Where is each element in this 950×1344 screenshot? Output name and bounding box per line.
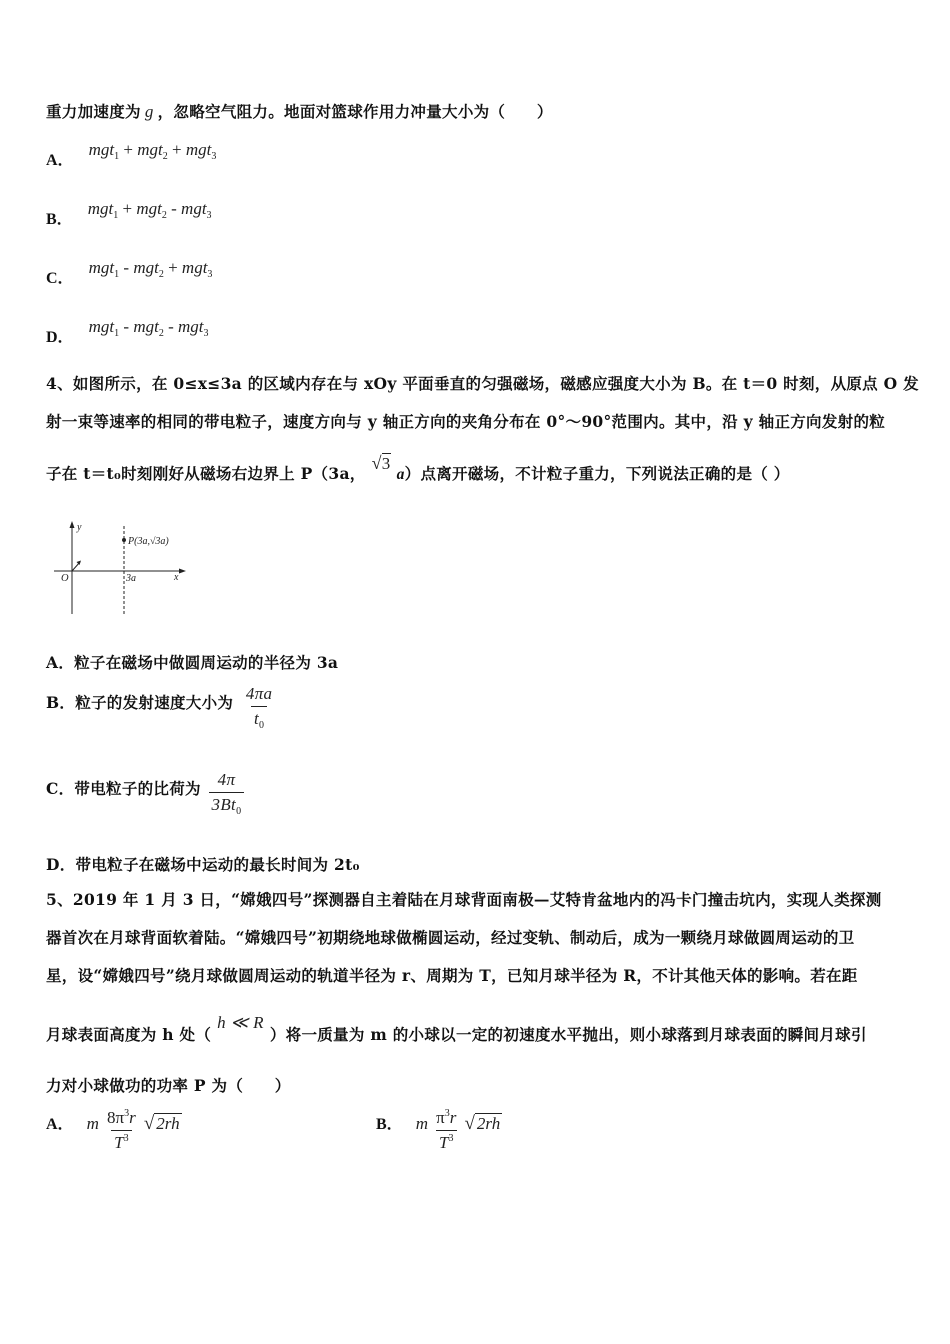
y-label: y [77, 522, 82, 533]
point-p-label: P(3a,√3a) [128, 536, 169, 547]
q5-option-a[interactable] [46, 1108, 182, 1153]
q5-stem-line4 [46, 1013, 867, 1045]
q3-option-c-label: C． [46, 270, 74, 287]
q5-option-a-label: A． [46, 1116, 74, 1133]
q4-option-d[interactable]: D．带电粒子在磁场中运动的最长时间为 2t₀ [46, 855, 360, 874]
q4-figure [50, 518, 200, 616]
q4-stem-line3-pre: 子在 t＝t₀时刻刚好从磁场右边界上 P（3a， [46, 464, 366, 483]
q5-stem-line1: 5、2019 年 1 月 3 日，“嫦娥四号”探测器自主着陆在月球背面南极—艾特肯盆地内的冯卡门撞击坑内，实现人类探测 [46, 890, 882, 909]
q5-option-b-fraction: $\frac{\pi^3r}{T^3}$ [436, 1108, 457, 1152]
x-axis-arrow [179, 569, 186, 574]
q5-option-b-label: B． [376, 1116, 403, 1133]
q4-stem-line3 [46, 453, 790, 484]
origin-label: O [61, 573, 69, 584]
q5-condition: h ≪ R [217, 1013, 264, 1032]
q3-option-b[interactable] [46, 196, 212, 228]
y-axis-arrow [70, 521, 75, 528]
q3-option-c-expr: mgt$_1$ - mgt$_2$ + mgt$_3$ [88, 258, 213, 280]
q5-stem-line5: 力对小球做功的功率 P 为（ ） [46, 1076, 291, 1095]
q5-stem-line2: 器首次在月球背面软着陆。“嫦娥四号”初期绕地球做椭圆运动，经过变轨、制动后，成为一颗绕月球做圆周运动的卫 [46, 928, 855, 947]
q4-option-c[interactable] [46, 770, 244, 817]
q5-option-a-fraction: $\frac{8\pi^3r}{T^3}$ [107, 1108, 136, 1152]
q4-option-c-text: C．带电粒子的比荷为 [46, 778, 201, 798]
q3-option-a-expr: mgt$_1$ + mgt$_2$ + mgt$_3$ [88, 140, 217, 162]
q5-option-b-m: m [415, 1114, 429, 1133]
q5-stem-line3: 星，设“嫦娥四号”绕月球做圆周运动的轨道半径为 r、周期为 T，已知月球半径为 R，不计其他天体的影响。若在距 [46, 966, 858, 985]
q4-stem-line1: 4、如图所示，在 0≤x≤3a 的区域内存在与 xOy 平面垂直的匀强磁场，磁感应强度大小为 B。在 t＝0 时刻，从原点 O 发 [46, 374, 919, 393]
q5-option-a-m: m [86, 1114, 99, 1133]
q5-option-a-root: √ 2rh [143, 1113, 180, 1134]
q4-stem-line2: 射一束等速率的相同的带电粒子，速度方向与 y 轴正方向的夹角分布在 0°～90°范围内。其中，沿 y 轴正方向发射的粒 [46, 412, 886, 431]
q3-stem [46, 100, 553, 122]
q5-option-b-root: √ 2rh [464, 1113, 501, 1134]
q4-stem-line3-a: a [396, 466, 405, 483]
q4-option-a[interactable]: A．粒子在磁场中做圆周运动的半径为 3a [46, 653, 339, 672]
q3-option-b-expr: mgt$_1$ + mgt$_2$ - mgt$_3$ [87, 199, 212, 221]
q3-option-d-expr: mgt$_1$ - mgt$_2$ - mgt$_3$ [88, 317, 209, 339]
q4-sqrt3: √3 [371, 453, 391, 473]
q4-option-b[interactable] [46, 684, 275, 731]
q3-option-b-label: B． [46, 211, 73, 228]
q3-stem-pre: 重力加速度为 [46, 102, 141, 121]
q3-option-c[interactable] [46, 255, 213, 287]
q5-stem-line4-post: ）将一质量为 m 的小球以一定的初速度水平抛出，则小球落到月球表面的瞬间月球引 [269, 1025, 867, 1044]
x-label: x [174, 572, 179, 583]
q3-option-a-label: A． [46, 152, 74, 169]
point-p [122, 538, 126, 542]
q3-option-d[interactable] [46, 314, 209, 346]
boundary-label: 3a [126, 573, 136, 584]
q3-option-d-label: D． [46, 329, 74, 346]
q3-option-a[interactable] [46, 137, 217, 169]
q5-stem-line4-pre: 月球表面高度为 h 处（ [46, 1025, 212, 1044]
q4-option-c-fraction: $\frac{4\pi}{3Bt_0}$ [209, 770, 245, 817]
q3-g-symbol: g [144, 102, 154, 121]
velocity-arrowhead [77, 561, 82, 566]
q4-option-b-text: B．粒子的发射速度大小为 [46, 692, 234, 712]
q3-stem-post: ，忽略空气阻力。地面对篮球作用力冲量大小为（ ） [157, 102, 553, 121]
q5-option-b[interactable] [376, 1108, 502, 1153]
q4-option-b-fraction: $\frac{4\pi a}{t_0}$ [245, 684, 273, 731]
q4-stem-line3-post: ）点离开磁场，不计粒子重力，下列说法正确的是（ ） [404, 464, 790, 483]
